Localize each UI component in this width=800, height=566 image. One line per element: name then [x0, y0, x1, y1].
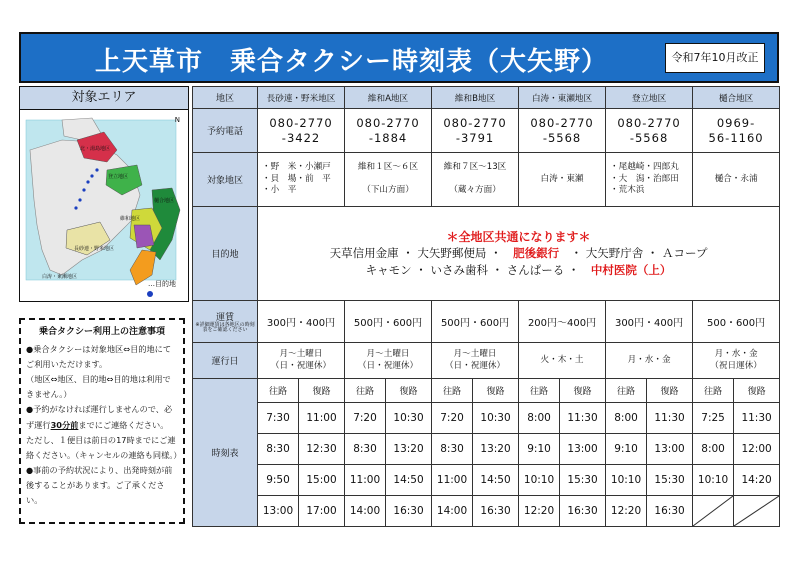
- notice-line-3: ●予約がなければ運行しませんので、必ず運行30分前までにご連絡ください。: [26, 404, 173, 430]
- time-cell: 12:00: [734, 434, 780, 465]
- time-cell: 11:30: [647, 403, 693, 434]
- time-cell: 12:20: [519, 496, 560, 527]
- time-cell: 7:20: [432, 403, 473, 434]
- row-label-destination: 目的地: [193, 207, 258, 301]
- time-cell: 8:00: [693, 434, 734, 465]
- map-legend: …目的地: [148, 280, 176, 288]
- time-cell: 10:10: [606, 465, 647, 496]
- destination-cell: [258, 207, 780, 301]
- operating-days: 月～土曜日 （日・祝運休）: [432, 343, 519, 379]
- target-area: 樋合・永浦: [693, 153, 780, 207]
- row-label-timetable: 時刻表: [193, 379, 258, 527]
- destination-line-1: 天草信用金庫 ・ 大矢野郵便局 ・ 肥後銀行 ・ 大矢野庁舎 ・ Ａコープ: [329, 245, 708, 260]
- operating-days: 火・木・土: [519, 343, 606, 379]
- district-name: 樋合地区: [693, 87, 780, 109]
- svg-text:登立地区: 登立地区: [108, 174, 129, 180]
- row-label-target: 対象地区: [193, 153, 258, 207]
- time-cell: 11:30: [734, 403, 780, 434]
- inbound-header: 復路: [299, 379, 345, 403]
- time-cell: 15:30: [560, 465, 606, 496]
- time-cell: 11:00: [432, 465, 473, 496]
- phone-number[interactable]: 0969- 56-1160: [693, 109, 780, 153]
- time-cell: 10:30: [473, 403, 519, 434]
- time-cell: 8:00: [606, 403, 647, 434]
- time-cell: 9:10: [606, 434, 647, 465]
- time-cell: 14:20: [734, 465, 780, 496]
- district-name: 維和A地区: [345, 87, 432, 109]
- time-cell: 15:00: [299, 465, 345, 496]
- fare: 300円・400円: [606, 301, 693, 343]
- area-map: [22, 110, 186, 300]
- time-cell: 16:30: [647, 496, 693, 527]
- phone-number[interactable]: 080-2770 -5568: [606, 109, 693, 153]
- notice-heading: 乗合タクシー利用上の注意事項: [38, 327, 165, 337]
- time-cell: 10:30: [386, 403, 432, 434]
- page-title: 上天草市 乗合タクシー時刻表（大矢野）: [95, 47, 609, 77]
- time-cell: 17:00: [299, 496, 345, 527]
- time-cell: 7:30: [258, 403, 299, 434]
- time-cell: 8:30: [345, 434, 386, 465]
- inbound-header: 復路: [647, 379, 693, 403]
- district-name: 白涛・東瀬地区: [519, 87, 606, 109]
- fare: 300円・400円: [258, 301, 345, 343]
- usage-notice: [19, 318, 185, 524]
- time-cell: 7:20: [345, 403, 386, 434]
- svg-text:樋合地区: 樋合地区: [154, 198, 175, 204]
- svg-text:維和地区: 維和地区: [120, 216, 141, 222]
- time-cell: 8:00: [519, 403, 560, 434]
- target-area: 白涛・東瀬: [519, 153, 606, 207]
- time-row: [193, 403, 780, 434]
- time-row: [193, 465, 780, 496]
- time-cell: 13:00: [258, 496, 299, 527]
- time-cell: 10:10: [519, 465, 560, 496]
- outbound-header: 往路: [345, 379, 386, 403]
- phone-number[interactable]: 080-2770 -3422: [258, 109, 345, 153]
- fare: 500円・600円: [345, 301, 432, 343]
- time-cell: 14:00: [345, 496, 386, 527]
- notice-line-5: ●事前の予約状況により、出発時刻が前後することがあります。ご了承ください。: [26, 465, 173, 506]
- outbound-header: 往路: [606, 379, 647, 403]
- target-area: 維和１区～６区 （下山方面）: [345, 153, 432, 207]
- svg-text:N: N: [174, 116, 180, 124]
- phone-number[interactable]: 080-2770 -5568: [519, 109, 606, 153]
- outbound-header: 往路: [258, 379, 299, 403]
- time-cell: 14:50: [386, 465, 432, 496]
- operating-days: 月・水・金: [606, 343, 693, 379]
- operating-days: 月～土曜日 （日・祝運休）: [258, 343, 345, 379]
- time-cell: 8:30: [258, 434, 299, 465]
- time-cell: 11:00: [299, 403, 345, 434]
- outbound-header: 往路: [519, 379, 560, 403]
- inbound-header: 復路: [473, 379, 519, 403]
- time-cell: 13:00: [647, 434, 693, 465]
- outbound-header: 往路: [693, 379, 734, 403]
- revision-badge: 令和7年10月改正: [665, 43, 765, 73]
- fare: 500・600円: [693, 301, 780, 343]
- district-name: 維和B地区: [432, 87, 519, 109]
- time-cell: 10:10: [693, 465, 734, 496]
- time-cell: 8:30: [432, 434, 473, 465]
- fare: 200円～400円: [519, 301, 606, 343]
- notice-line-1: ●乗合タクシーは対象地区⇔目的地にてご利用いただけます。: [26, 343, 172, 369]
- common-destination-note: ＊全地区共通になります＊: [446, 229, 591, 244]
- phone-number[interactable]: 080-2770 -3791: [432, 109, 519, 153]
- svg-text:白涛・東瀬地区: 白涛・東瀬地区: [42, 274, 78, 280]
- svg-text:長砂連・野米地区: 長砂連・野米地区: [74, 246, 115, 252]
- destination-line-2: キャモン ・ いさみ歯科 ・ さんぱーる ・ 中村医院（上）: [365, 263, 672, 277]
- time-cell: 9:10: [519, 434, 560, 465]
- time-cell: 13:20: [473, 434, 519, 465]
- inbound-header: 復路: [734, 379, 780, 403]
- phone-number[interactable]: 080-2770 -1884: [345, 109, 432, 153]
- no-service-cell: [693, 496, 734, 527]
- notice-line-2: （地区⇔地区、目的地⇔目的地は利用できません。）: [26, 373, 171, 400]
- time-cell: 15:30: [647, 465, 693, 496]
- timetable-grid: [192, 86, 780, 527]
- area-map-heading: 対象エリア: [20, 87, 188, 110]
- row-label-district: 地区: [193, 87, 258, 109]
- row-label-days: 運行日: [193, 343, 258, 379]
- inbound-header: 復路: [560, 379, 606, 403]
- target-area: 維和７区～13区 （蔵々方面）: [432, 153, 519, 207]
- time-cell: 7:25: [693, 403, 734, 434]
- time-cell: 9:50: [258, 465, 299, 496]
- time-cell: 16:30: [473, 496, 519, 527]
- time-cell: 11:00: [345, 465, 386, 496]
- time-cell: 14:00: [432, 496, 473, 527]
- row-label-phone: 予約電話: [193, 109, 258, 153]
- title-banner: [19, 32, 779, 83]
- time-cell: 11:30: [560, 403, 606, 434]
- time-cell: 16:30: [386, 496, 432, 527]
- fare: 500円・600円: [432, 301, 519, 343]
- time-cell: 14:50: [473, 465, 519, 496]
- time-row: [193, 434, 780, 465]
- no-service-cell: [734, 496, 780, 527]
- district-name: 登立地区: [606, 87, 693, 109]
- notice-line-4: ただし、１便目は前日の17時までにご連絡ください。（キャンセルの連絡も同様。）: [26, 434, 182, 460]
- time-cell: 12:20: [606, 496, 647, 527]
- target-area: ・野 米・小瀬戸 ・貝 場・前 平 ・小 平: [258, 153, 345, 207]
- row-label-fare: 運賃 ※詳細運賃は各地区の時刻表をご確認ください: [193, 301, 258, 343]
- operating-days: 月・水・金 （祝日運休）: [693, 343, 780, 379]
- svg-text:北・湯島地区: 北・湯島地区: [80, 146, 111, 152]
- time-cell: 12:30: [299, 434, 345, 465]
- operating-days: 月～土曜日 （日・祝運休）: [345, 343, 432, 379]
- area-map-panel: [19, 86, 189, 302]
- inbound-header: 復路: [386, 379, 432, 403]
- target-area: ・尾越崎・四郎丸 ・大 潟・治郎田 ・荒木浜: [606, 153, 693, 207]
- district-name: 長砂連・野米地区: [258, 87, 345, 109]
- outbound-header: 往路: [432, 379, 473, 403]
- time-row: [193, 496, 780, 527]
- time-cell: 16:30: [560, 496, 606, 527]
- time-cell: 13:00: [560, 434, 606, 465]
- time-cell: 13:20: [386, 434, 432, 465]
